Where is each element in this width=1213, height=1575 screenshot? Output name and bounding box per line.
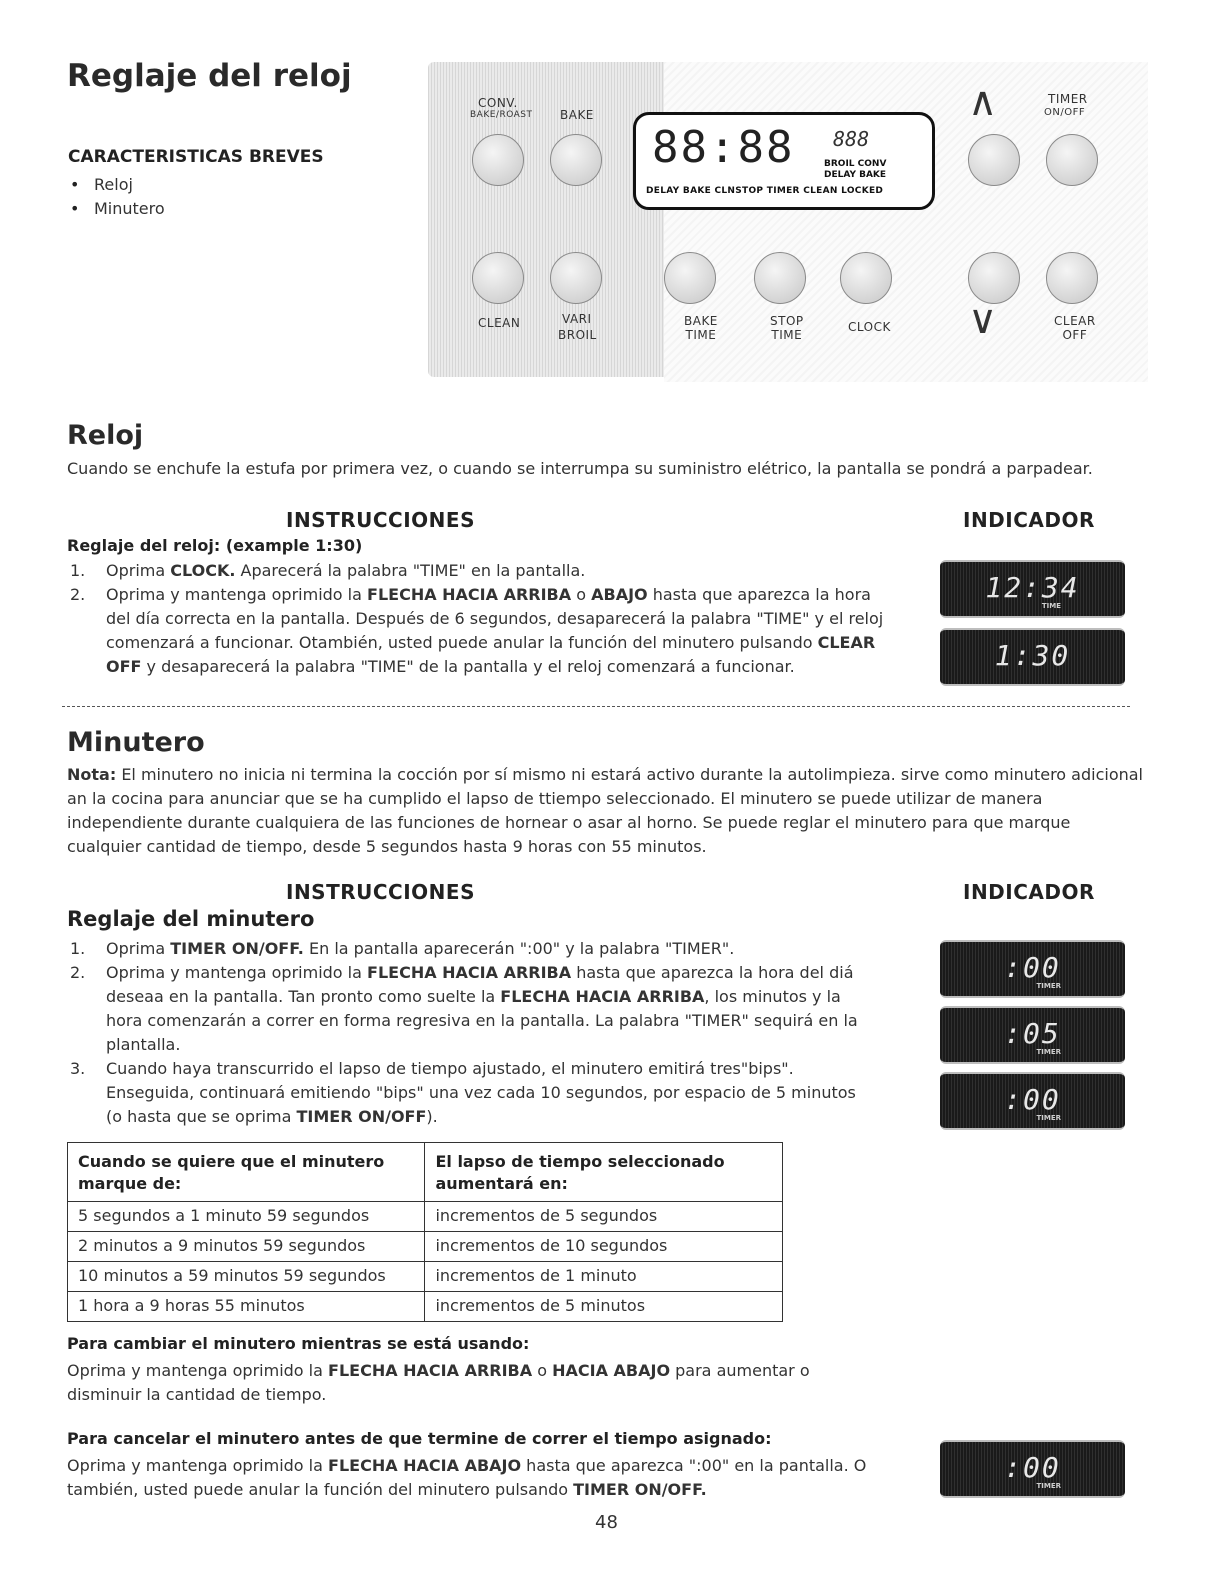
increments-table (67, 1142, 783, 1322)
up-arrow-icon: ∧ (968, 79, 998, 125)
on-off-label: ON/OFF (1044, 107, 1086, 118)
stop-time-knob[interactable] (754, 252, 806, 304)
step-item: 1. Oprima TIMER ON/OFF. En la pantalla aparecerán ":00" y la palabra "TIMER". (70, 937, 860, 961)
step-item: 2. Oprima y mantenga oprimido la FLECHA HACIA ARRIBA hasta que aparezca la hora del diá deseaa en la pantalla. Tan pronto como suelte la FLECHA HACIA ARRIBA, los minutos y la hora comenzarán a correr en forma regresiva en la pantalla. La palabra "TIMER" sequirá en la plantalla. (70, 963, 858, 1054)
feature-label: Reloj (94, 175, 133, 194)
clean-knob[interactable] (472, 252, 524, 304)
table-cell: 1 hora a 9 horas 55 minutos (68, 1292, 425, 1322)
cancel-timer-text: Oprima y mantenga oprimido la FLECHA HACIA ABAJO hasta que aparezca ":00" en la pantalla. O también, usted puede anular la función del minutero pulsando TIMER ON/OFF. (67, 1456, 867, 1499)
timer-on-off-knob[interactable] (1046, 134, 1098, 186)
minutero-indicator-heading: INDICADOR (963, 880, 1095, 904)
reloj-steps (70, 559, 890, 679)
lcd-indicator-words (824, 159, 886, 181)
clock-knob[interactable] (840, 252, 892, 304)
vari-broil-knob[interactable] (550, 252, 602, 304)
lcd-words-line1: BROIL CONV (824, 159, 887, 169)
features-list (70, 173, 165, 221)
step-number: 1. (70, 939, 86, 958)
minutero-steps (70, 937, 860, 1129)
bake-roast-label: BAKE/ROAST (470, 110, 533, 120)
display-text: :00 (1004, 951, 1061, 984)
table-cell: 2 minutos a 9 minutos 59 segundos (68, 1232, 425, 1262)
clean-label: CLEAN (478, 316, 521, 330)
minutero-instructions-heading: INSTRUCCIONES (286, 880, 475, 904)
conv-label: CONV. (478, 96, 518, 110)
bake-knob[interactable] (550, 134, 602, 186)
reloj-intro: Cuando se enchufe la estufa por primera vez, o cuando se interrumpa su suministro elétrico, la pantalla se pondrá a parpadear. (67, 459, 1093, 478)
down-arrow-icon: ∨ (968, 297, 998, 343)
display-subtext: TIMER (1036, 1482, 1061, 1490)
table-row (68, 1292, 783, 1322)
features-title: CARACTERISTICAS BREVES (68, 147, 324, 167)
feature-item (70, 173, 165, 197)
reloj-subheading: Reglaje del reloj: (example 1:30) (67, 536, 363, 555)
display-subtext: TIME (1041, 602, 1061, 610)
step-item: 3. Cuando haya transcurrido el lapso de tiempo ajustado, el minutero emitirá tres"bips". Enseguida, continuará emitiendo "bips" una vez cada 10 segundos, por espacio de 5 minutos (o hasta que se oprima TIMER ON/OFF). (70, 1059, 856, 1126)
indicator-display (940, 1440, 1125, 1498)
display-text: :00 (1004, 1451, 1061, 1484)
lcd-small-digits: 888 (833, 127, 870, 151)
table-header: Cuando se quiere que el minutero marque de: (68, 1143, 425, 1202)
display-text: 12:34 (985, 571, 1080, 604)
control-panel-illustration (428, 62, 1148, 382)
change-timer-text: Oprima y mantenga oprimido la FLECHA HACIA ARRIBA o HACIA ABAJO para aumentar o disminuir la cantidad de tiempo. (67, 1361, 810, 1404)
table-cell: incrementos de 10 segundos (425, 1232, 783, 1262)
indicator-display (940, 940, 1125, 998)
table-row (68, 1232, 783, 1262)
reloj-indicator-heading: INDICADOR (963, 508, 1095, 532)
cancel-timer-heading: Para cancelar el minutero antes de que termine de correr el tiempo asignado: (67, 1429, 772, 1448)
step-number: 3. (70, 1059, 86, 1078)
table-cell: 5 segundos a 1 minuto 59 segundos (68, 1202, 425, 1232)
reloj-instructions-heading: INSTRUCCIONES (286, 508, 475, 532)
lcd-words-line2: DELAY BAKE (824, 170, 887, 180)
conv-bake-roast-knob[interactable] (472, 134, 524, 186)
minutero-heading: Minutero (67, 727, 205, 758)
table-cell: incrementos de 1 minuto (425, 1262, 783, 1292)
step-item: 2. Oprima y mantenga oprimido la FLECHA HACIA ARRIBA o ABAJO hasta que aparezca la hora del día correcta en la pantalla. Después de 6 segundos, desaparecerá la palabra "TIME" y el reloj comenzará a funcionar. Otambién, usted puede anular la función del minutero pulsando CLEAR OFF y desaparecerá la palabra "TIME" de la pantalla y el reloj comenzará a funcionar. (70, 585, 884, 676)
change-timer-heading: Para cambiar el minutero mientras se está usando: (67, 1334, 530, 1353)
table-cell: incrementos de 5 segundos (425, 1202, 783, 1232)
table-cell: incrementos de 5 minutos (425, 1292, 783, 1322)
table-header: El lapso de tiempo seleccionado aumentará en: (425, 1143, 783, 1202)
minutero-note: Nota: El minutero no inicia ni termina la cocción por sí mismo ni estará activo durante la autolimpieza. sirve como minutero adicional an la cocina para anunciar que se ha cumplido el lapso de ttiempo seleccionado. El minutero se puede utilizar de manera independiente durante cualquiera de las funciones de hornear o asar al horno. Se puede reglar el minutero para que marque cualquier cantidad de tiempo, desde 5 segundos hasta 9 horas con 55 minutos. (67, 765, 1143, 856)
table-row (68, 1202, 783, 1232)
bake-label: BAKE (560, 108, 594, 122)
lcd-digits: 88:88 (652, 122, 795, 173)
minutero-subheading: Reglaje del minutero (67, 907, 315, 931)
display-subtext: TIMER (1036, 1114, 1061, 1122)
display-text: 1:30 (994, 639, 1071, 672)
panel-left-section (428, 62, 670, 377)
reloj-heading: Reloj (67, 420, 144, 451)
up-arrow-knob[interactable] (968, 134, 1020, 186)
step-number: 2. (70, 585, 86, 604)
step-number: 2. (70, 963, 86, 982)
table-header-row (68, 1143, 783, 1202)
vari-label: VARI (562, 312, 592, 326)
section-divider (62, 706, 1130, 707)
page-number: 48 (595, 1512, 618, 1533)
clock-label: CLOCK (848, 320, 891, 334)
feature-label: Minutero (94, 199, 165, 218)
clear-off-knob[interactable] (1046, 252, 1098, 304)
table-row (68, 1262, 783, 1292)
lcd-display (633, 112, 935, 210)
stop-time-label: STOP TIME (770, 314, 804, 342)
display-text: :05 (1004, 1017, 1061, 1050)
timer-label: TIMER (1048, 92, 1088, 106)
indicator-display (940, 1006, 1125, 1064)
display-subtext: TIMER (1036, 982, 1061, 990)
clear-off-label: CLEAR OFF (1054, 314, 1096, 342)
lcd-bottom-words: DELAY BAKE CLNSTOP TIMER CLEAN LOCKED (646, 186, 884, 196)
display-text: :00 (1004, 1083, 1061, 1116)
indicator-display (940, 628, 1125, 686)
bake-time-knob[interactable] (664, 252, 716, 304)
feature-item (70, 197, 165, 221)
bake-time-label: BAKE TIME (684, 314, 718, 342)
step-item: 1. Oprima CLOCK. Aparecerá la palabra "TIME" en la pantalla. (70, 559, 890, 583)
broil-label: BROIL (558, 328, 597, 342)
display-subtext: TIMER (1036, 1048, 1061, 1056)
indicator-display (940, 560, 1125, 618)
page-title: Reglaje del reloj (67, 58, 352, 94)
table-cell: 10 minutos a 59 minutos 59 segundos (68, 1262, 425, 1292)
indicator-display (940, 1072, 1125, 1130)
step-number: 1. (70, 561, 86, 580)
